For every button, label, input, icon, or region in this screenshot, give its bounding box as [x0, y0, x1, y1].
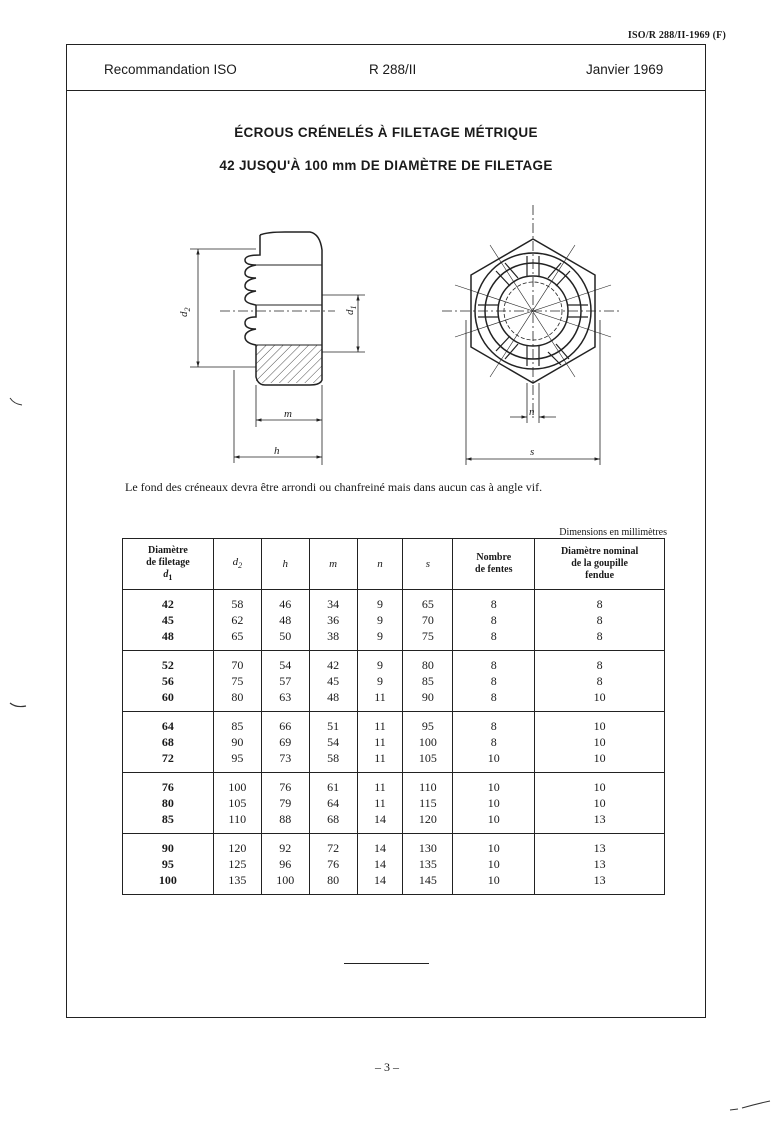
table-cell: 13 — [535, 872, 665, 895]
table-cell: 110 — [213, 811, 261, 834]
table-cell: 51 — [309, 712, 357, 735]
header-d1: Diamètre de filetage $d_1$ — [123, 539, 214, 590]
table-cell: 85 — [213, 712, 261, 735]
table-cell: 14 — [357, 811, 403, 834]
table-cell: 95 — [213, 750, 261, 773]
table-cell: 75 — [403, 628, 453, 651]
table-cell: 72 — [123, 750, 214, 773]
svg-text:s: s — [530, 446, 535, 458]
page-number: – 3 – — [375, 1060, 399, 1074]
table-cell: 14 — [357, 856, 403, 872]
table-cell: 58 — [309, 750, 357, 773]
table-cell: 52 — [123, 651, 214, 674]
table-cell: 45 — [123, 612, 214, 628]
table-cell: 9 — [357, 651, 403, 674]
table-cell: 8 — [453, 689, 535, 712]
table-cell: 8 — [453, 612, 535, 628]
table-row — [123, 628, 665, 651]
table-cell: 9 — [357, 612, 403, 628]
table-row — [123, 590, 665, 613]
title-line2: 42 JUSQU'À 100 mm DE DIAMÈTRE DE FILETAGE — [219, 158, 553, 173]
table-cell: 120 — [213, 834, 261, 857]
scan-mark — [8, 700, 28, 710]
table-cell: 8 — [535, 628, 665, 651]
document-reference: ISO/R 288/II-1969 (F) — [627, 30, 726, 41]
table-cell: 50 — [261, 628, 309, 651]
table-cell: 10 — [535, 734, 665, 750]
table-cell: 58 — [213, 590, 261, 613]
table-cell: 110 — [403, 773, 453, 796]
table-cell: 70 — [403, 612, 453, 628]
table-cell: 54 — [261, 651, 309, 674]
table-cell: 60 — [123, 689, 214, 712]
header-right: Janvier 1969 — [586, 62, 664, 77]
table-cell: 90 — [123, 834, 214, 857]
table-cell: 34 — [309, 590, 357, 613]
table-cell: 68 — [123, 734, 214, 750]
table-cell: 8 — [535, 612, 665, 628]
table-cell: 10 — [453, 795, 535, 811]
page-frame — [66, 44, 706, 1018]
table-cell: 85 — [123, 811, 214, 834]
table-cell: 10 — [535, 712, 665, 735]
table-cell: 46 — [261, 590, 309, 613]
table-cell: 95 — [403, 712, 453, 735]
table-cell: 125 — [213, 856, 261, 872]
table-row — [123, 773, 665, 796]
svg-text:h: h — [274, 445, 280, 457]
header-m: m — [309, 539, 357, 590]
table-cell: 80 — [309, 872, 357, 895]
table-row — [123, 834, 665, 857]
title-line1: ÉCROUS CRÉNELÉS À FILETAGE MÉTRIQUE — [234, 125, 538, 140]
table-cell: 11 — [357, 712, 403, 735]
dimensions-table — [122, 538, 665, 895]
table-cell: 68 — [309, 811, 357, 834]
table-row — [123, 872, 665, 895]
table-cell: 8 — [453, 734, 535, 750]
table-row — [123, 712, 665, 735]
table-cell: 105 — [403, 750, 453, 773]
table-cell: 90 — [403, 689, 453, 712]
table-cell: 56 — [123, 673, 214, 689]
table-cell: 14 — [357, 834, 403, 857]
table-cell: 76 — [123, 773, 214, 796]
table-cell: 120 — [403, 811, 453, 834]
table-cell: 11 — [357, 734, 403, 750]
table-cell: 135 — [403, 856, 453, 872]
table-body — [123, 590, 665, 895]
top-view-drawing — [442, 205, 620, 465]
table-cell: 63 — [261, 689, 309, 712]
table-cell: 8 — [535, 590, 665, 613]
table-cell: 80 — [213, 689, 261, 712]
table-cell: 76 — [309, 856, 357, 872]
table-cell: 69 — [261, 734, 309, 750]
table-row — [123, 750, 665, 773]
table-cell: 8 — [535, 673, 665, 689]
table-cell: 65 — [403, 590, 453, 613]
table-cell: 145 — [403, 872, 453, 895]
nut-drawings — [160, 205, 620, 475]
table-cell: 10 — [535, 750, 665, 773]
scan-mark — [728, 1098, 772, 1114]
table-cell: 13 — [535, 834, 665, 857]
table-cell: 10 — [535, 773, 665, 796]
table-cell: 95 — [123, 856, 214, 872]
table-cell: 62 — [213, 612, 261, 628]
table-cell: 80 — [403, 651, 453, 674]
table-row — [123, 811, 665, 834]
top-view-labels — [529, 406, 535, 458]
table-cell: 8 — [453, 712, 535, 735]
table-cell: 10 — [453, 773, 535, 796]
table-cell: 100 — [123, 872, 214, 895]
table-cell: 73 — [261, 750, 309, 773]
table-row — [123, 795, 665, 811]
header-d2: $d_2$ — [213, 539, 261, 590]
closing-rule — [344, 963, 429, 964]
header-goupille: Diamètre nominal de la goupille fendue — [535, 539, 665, 590]
table-cell: 76 — [261, 773, 309, 796]
table-cell: 90 — [213, 734, 261, 750]
table-cell: 54 — [309, 734, 357, 750]
table-cell: 38 — [309, 628, 357, 651]
header-center: R 288/II — [369, 62, 417, 77]
table-cell: 100 — [403, 734, 453, 750]
table-row — [123, 673, 665, 689]
table-cell: 10 — [535, 795, 665, 811]
table-cell: 8 — [453, 673, 535, 689]
header-fentes: Nombre de fentes — [453, 539, 535, 590]
table-cell: 11 — [357, 773, 403, 796]
table-cell: 70 — [213, 651, 261, 674]
table-cell: 75 — [213, 673, 261, 689]
table-row — [123, 612, 665, 628]
table-cell: 64 — [123, 712, 214, 735]
table-cell: 48 — [123, 628, 214, 651]
header-h: h — [261, 539, 309, 590]
table-cell: 85 — [403, 673, 453, 689]
table-cell: 96 — [261, 856, 309, 872]
table-cell: 92 — [261, 834, 309, 857]
table-cell: 9 — [357, 628, 403, 651]
table-cell: 13 — [535, 856, 665, 872]
table-cell: 79 — [261, 795, 309, 811]
table-cell: 10 — [453, 750, 535, 773]
table-cell: 100 — [261, 872, 309, 895]
svg-text:d1: $d_1$ — [344, 305, 358, 315]
table-cell: 80 — [123, 795, 214, 811]
table-cell: 8 — [453, 628, 535, 651]
caption: Le fond des créneaux devra être arrondi ou chanfreiné mais dans aucun cas à angle vif. — [125, 480, 543, 494]
table-cell: 115 — [403, 795, 453, 811]
header-n: n — [357, 539, 403, 590]
table-cell: 48 — [309, 689, 357, 712]
table-cell: 9 — [357, 590, 403, 613]
table-cell: 88 — [261, 811, 309, 834]
header-s: s — [403, 539, 453, 590]
table-row — [123, 689, 665, 712]
table-cell: 65 — [213, 628, 261, 651]
table-cell: 11 — [357, 750, 403, 773]
table-cell: 13 — [535, 811, 665, 834]
scan-mark — [8, 396, 24, 408]
table-cell: 57 — [261, 673, 309, 689]
table-cell: 135 — [213, 872, 261, 895]
table-cell: 64 — [309, 795, 357, 811]
table-cell: 105 — [213, 795, 261, 811]
svg-text:m: m — [284, 408, 292, 420]
table-cell: 45 — [309, 673, 357, 689]
table-row — [123, 734, 665, 750]
table-cell: 36 — [309, 612, 357, 628]
header-bar — [67, 45, 705, 91]
table-cell: 10 — [453, 834, 535, 857]
table-cell: 10 — [453, 872, 535, 895]
svg-text:d2: $d_2$ — [178, 307, 192, 317]
table-cell: 11 — [357, 795, 403, 811]
header-left: Recommandation ISO — [104, 62, 237, 77]
table-cell: 10 — [453, 811, 535, 834]
table-cell: 42 — [123, 590, 214, 613]
table-cell: 61 — [309, 773, 357, 796]
table-cell: 11 — [357, 689, 403, 712]
table-cell: 8 — [453, 590, 535, 613]
table-cell: 10 — [535, 689, 665, 712]
table-cell: 10 — [453, 856, 535, 872]
table-cell: 72 — [309, 834, 357, 857]
svg-text:n: n — [529, 406, 535, 418]
table-cell: 100 — [213, 773, 261, 796]
dimensions-note: Dimensions en millimètres — [559, 527, 667, 538]
table-cell: 9 — [357, 673, 403, 689]
table-cell: 130 — [403, 834, 453, 857]
table-cell: 8 — [535, 651, 665, 674]
side-view-drawing — [190, 232, 365, 465]
table-row — [123, 856, 665, 872]
table-cell: 8 — [453, 651, 535, 674]
table-cell: 48 — [261, 612, 309, 628]
table-cell: 14 — [357, 872, 403, 895]
table-cell: 42 — [309, 651, 357, 674]
table-row — [123, 651, 665, 674]
table-cell: 66 — [261, 712, 309, 735]
